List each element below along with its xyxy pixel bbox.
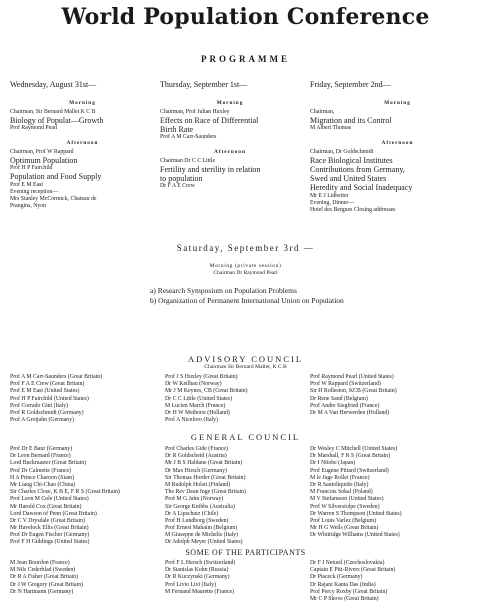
member-name: Prof Raymond Pearl (United States)	[310, 374, 394, 380]
saturday-items	[150, 286, 344, 306]
member-name: Prof J S Huxley (Great Britain)	[165, 374, 238, 380]
session-detail: Prof E M East	[10, 181, 44, 188]
member-name: Dr R A Fisher (Great Britain)	[10, 574, 79, 581]
session-topic: Heredity and Social Inadequacy	[310, 183, 413, 193]
participants-title: SOME OF THE PARTICIPANTS	[185, 548, 306, 557]
session-detail: M Albert Thomas	[310, 124, 352, 131]
member-name: Dr F I Netusil (Czechoslovakia)	[310, 560, 385, 566]
member-name: Captain E Pitt-Rivers (Great Britain)	[310, 567, 396, 574]
general-column	[310, 446, 402, 539]
advisory-council-chair: Chairman Sir Bernard Mallet, K C B	[204, 364, 287, 370]
participants-column	[310, 560, 395, 603]
participants-column	[165, 560, 235, 596]
member-name: Mr Havelock Ellis (Great Britain)	[10, 525, 89, 532]
member-name: Mr Liang Chi-Chao (China)	[10, 481, 76, 488]
member-name: Mr J M Keynes, CB (Great Britain)	[165, 388, 248, 395]
member-name: Dr J W Gregory (Great Britain)	[10, 581, 84, 588]
member-name: M Fernand Maurette (France)	[165, 588, 235, 595]
member-name: Prof Percy Roxby (Great Britain)	[310, 588, 388, 595]
session-detail: Prof A M Carr-Saunders	[160, 134, 217, 141]
day-heading: Thursday, September 1st—	[160, 80, 248, 89]
member-name: Lord Dawson of Penn (Great Britain)	[10, 510, 97, 517]
programme-heading: PROGRAMME	[201, 54, 290, 64]
member-name: Dr C C Little (United States)	[165, 395, 233, 402]
member-name: Dr N Hartmann (Germany)	[10, 588, 74, 595]
session-label: Afternoon	[214, 149, 246, 156]
member-name: Prof F A E Crew (Great Britain)	[10, 381, 85, 388]
member-name: Sir H Rolleston, KCB (Great Britain)	[310, 388, 397, 395]
member-name: M Rudolph Holsti (Finland)	[165, 481, 231, 488]
session-detail: Chairman, Prof Julian Huxley	[160, 108, 230, 115]
member-name: Prof F L Hersch (Switzerland)	[165, 560, 236, 566]
member-name: Dr Piaceck (Germany)	[310, 574, 363, 581]
session-topic: Optimum Population	[10, 155, 78, 165]
session-detail: Mrs Stanley McCormick, Chateau de	[10, 195, 97, 202]
member-name: Lord Buckmaster (Great Britain)	[10, 460, 87, 467]
member-name: Dr Adolph Meyer (United States)	[165, 539, 243, 546]
member-name: Prof Eugene Pittard (Switzerland)	[310, 467, 389, 474]
member-name: Dr R Santoliquido (Italy)	[310, 481, 369, 488]
day-column-friday	[310, 80, 485, 220]
session-label: Morning	[384, 100, 411, 106]
member-name: Dr C V Drysdale (Great Britain)	[10, 517, 85, 524]
session-detail: Prof Raymond Pearl	[10, 124, 58, 131]
member-name: Dr Warren S Thompson (United States)	[310, 510, 402, 517]
session-topic: Biology of Populat—Growth	[10, 115, 104, 125]
member-name: Prof H P Fairchild (United States)	[10, 395, 89, 402]
session-detail: Mr E J Lidbetter	[310, 192, 349, 199]
saturday-session: Morning (private session)	[209, 263, 282, 269]
member-name: Dr R Goldscheid (Austria)	[165, 453, 227, 460]
session-topic: to population	[160, 174, 203, 184]
day-column-thursday	[160, 80, 300, 197]
session-detail: Evening reception—	[10, 188, 59, 195]
member-name: Dr Max Hirsch (Germany)	[165, 467, 227, 474]
advisory-column	[310, 374, 397, 417]
member-name: Mr C P Shove (Great Britain)	[310, 595, 379, 602]
saturday-item: b) Organization of Permanent International Union on Population	[150, 296, 344, 306]
participants-column	[10, 560, 83, 596]
session-label: Morning	[69, 100, 96, 106]
session-topic: Migration and its Control	[310, 115, 392, 125]
member-name: Prof Leon M Cole (United States)	[10, 496, 89, 503]
member-name: Prof Ernest Mahaim (Belgium)	[165, 525, 238, 532]
member-name: Sir George Knibbs (Australia)	[165, 503, 235, 510]
day-heading: Friday, September 2nd—	[310, 80, 391, 89]
member-name: Mr H G Wells (Great Britain)	[310, 525, 379, 532]
member-name: Prof W Rappard (Switzerland)	[310, 381, 381, 388]
member-name: M Giuseppe de Michelis (Italy)	[165, 532, 239, 539]
session-topic: Effects on Race of Differential	[160, 115, 259, 125]
member-name: Dr Stanislas Kohn (Russia)	[165, 567, 229, 574]
session-label: Afternoon	[381, 140, 414, 147]
session-detail: Dr F A E Crew	[160, 183, 195, 190]
member-name: Prof A Grotjahn (Germany)	[10, 417, 74, 424]
session-topic: Birth Rate	[160, 124, 194, 134]
member-name: Dr H W Methorst (Holland)	[165, 409, 230, 416]
member-name: Dr Rajani Kanta Das (India)	[310, 581, 376, 588]
session-detail: Chairman Dr C C Little	[160, 157, 216, 164]
page-title: World Population Conference	[61, 4, 430, 30]
member-name: H A Prince Charoon (Siam)	[10, 474, 75, 481]
member-name: M le Juge Rollet (France)	[310, 474, 370, 481]
member-name: M Lucien March (France)	[165, 402, 226, 409]
member-name: Prof Andre Siegfried (France)	[310, 402, 380, 409]
member-name: Prof Corrado Gini (Italy)	[10, 402, 69, 409]
member-name: Prof W Silverstolpe (Sweden)	[310, 503, 380, 510]
session-label: Afternoon	[66, 140, 99, 147]
general-column	[165, 446, 246, 547]
member-name: Prof M G Jahn (Norway)	[165, 496, 224, 503]
session-label: Morning	[216, 100, 244, 106]
member-name: Dr Rene Sand (Belgium)	[310, 395, 368, 402]
member-name: Dr W Keilhau (Norway)	[165, 381, 222, 388]
member-name: The Rev Dean Inge (Great Britain)	[165, 489, 246, 496]
session-detail: Chairman,	[310, 108, 335, 115]
member-name: Prof Livio Livi (Italy)	[165, 581, 217, 588]
member-name: Dr A Lipschutz (Chile)	[165, 510, 219, 517]
advisory-column	[10, 374, 102, 424]
member-name: Prof Dr E Baur (Germany)	[10, 446, 73, 452]
session-detail: Prangins, Nyon	[10, 203, 47, 210]
session-topic: Swed and United States	[310, 174, 387, 184]
member-name: Prof H Lundborg (Sweden)	[165, 517, 229, 524]
session-detail: Chairman, Sir Bernard Mallet K C B	[10, 108, 96, 115]
member-name: Prof F H Giddings (United States)	[10, 539, 90, 546]
member-name: Sir Charles Close, K B E, F R S (Great Britain)	[10, 489, 120, 496]
session-detail: Chairman, Dr Goldschmidt	[310, 148, 374, 155]
member-name: Dr I Nitobe (Japan)	[310, 460, 356, 467]
general-column	[10, 446, 120, 547]
advisory-council-title: ADVISORY COUNCIL	[187, 354, 304, 364]
member-name: M V Stefansson (United States)	[310, 496, 384, 503]
member-name: Dr M A Van Herwerden (Holland)	[310, 409, 390, 416]
member-name: Dr Wesley C Mitchell (United States)	[310, 446, 398, 452]
saturday-item: a) Research Symposium on Population Problems	[150, 286, 297, 295]
member-name: Prof Dr Calmette (France)	[10, 467, 72, 474]
advisory-column	[165, 374, 248, 424]
member-name: Dr Leon Bernard (France)	[10, 453, 71, 460]
session-detail: Prof H P Fairchild	[10, 165, 53, 172]
member-name: Mr Harold Cox (Great Britain)	[10, 503, 82, 510]
member-name: Prof A M Carr-Saunders (Great Britain)	[10, 374, 103, 380]
session-detail: Hotel des Bergues Closing addresses	[310, 207, 396, 214]
general-council-title: GENERAL COUNCIL	[190, 432, 301, 442]
saturday-heading: Saturday, September 3rd —	[176, 243, 315, 253]
member-name: M Francois Sokal (Poland)	[310, 489, 373, 496]
day-heading: Wednesday, August 31st—	[10, 80, 97, 89]
saturday-chair: Chairman Dr Raymond Pearl	[213, 270, 278, 276]
member-name: Dr Marshall, F R S (Great Britain)	[310, 453, 391, 460]
session-topic: Race Biological Institutes	[310, 155, 393, 165]
member-name: Prof Dr Eugen Fischer (Germany)	[10, 532, 90, 539]
member-name: Prof Louis Varlez (Belgium)	[310, 517, 377, 524]
member-name: Sir Thomas Horder (Great Britain)	[165, 474, 246, 481]
member-name: M Nils Cederblad (Sweden)	[10, 567, 76, 574]
member-name: Dr R Kuczynski (Germany)	[165, 574, 230, 581]
session-detail: Chairman, Prof W Rappard	[10, 148, 74, 155]
member-name: Dr Whitridge Williams (United States)	[310, 532, 400, 539]
member-name: Prof R Goldschmidt (Germany)	[10, 409, 84, 416]
session-topic: Fertility and sterility in relation	[160, 165, 261, 175]
member-name: Prof A Niceforo (Italy)	[165, 417, 218, 424]
member-name: Prof Charles Gide (France)	[165, 446, 228, 452]
session-topic: Contributions from Germany,	[310, 165, 405, 175]
member-name: M Jean Bourdon (France)	[10, 560, 70, 566]
member-name: Prof E M East (United States)	[10, 388, 80, 395]
session-topic: Population and Food Supply	[10, 172, 102, 182]
member-name: Mr J B S Haldane (Great Britain)	[165, 460, 243, 467]
session-detail: Evening, Dinner—	[310, 199, 355, 206]
day-column-wednesday	[10, 80, 155, 216]
